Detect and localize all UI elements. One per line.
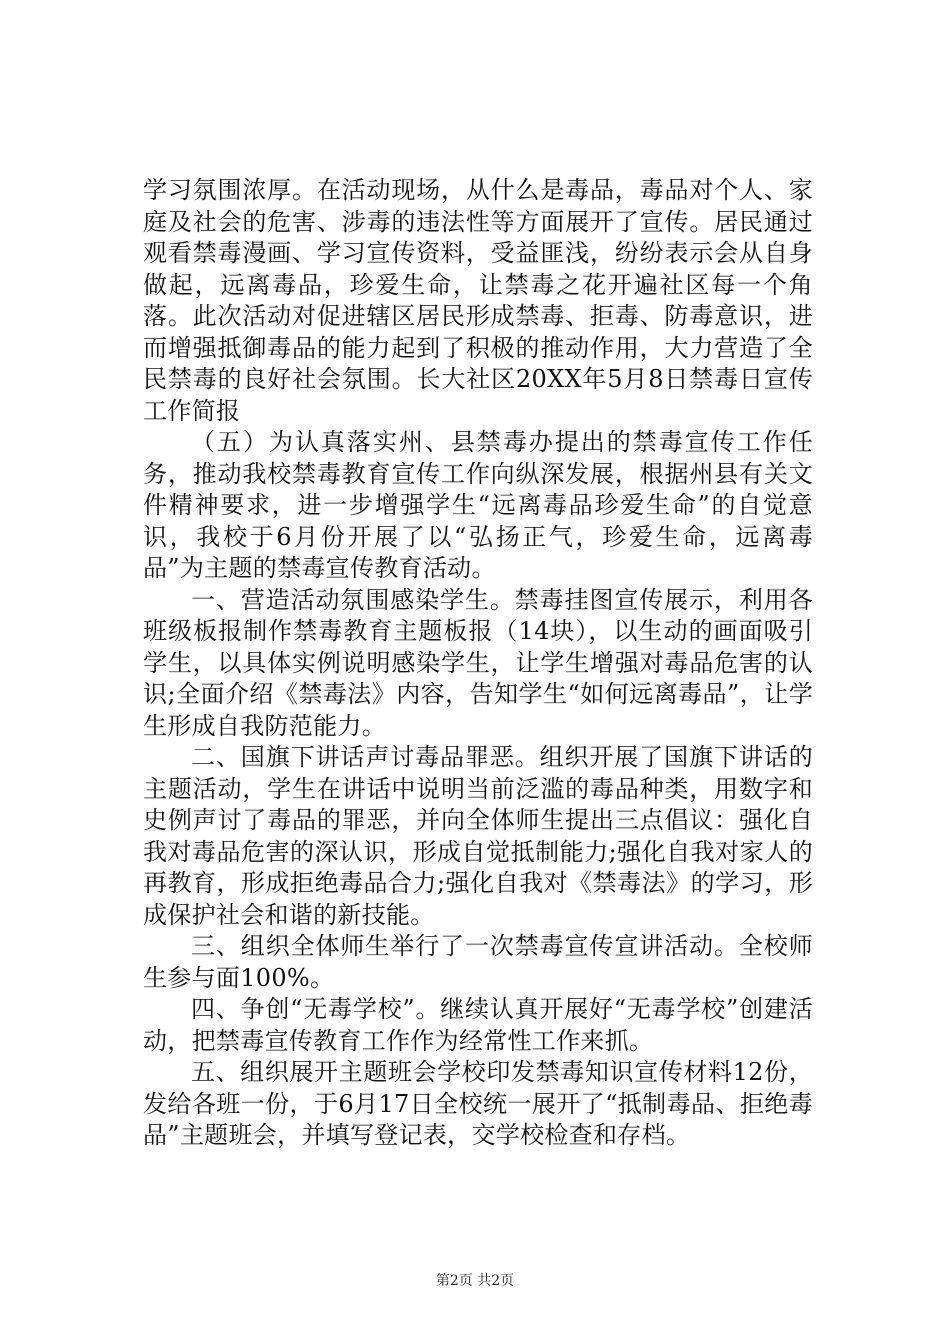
paragraph-5: 三、组织全体师生举行了一次禁毒宣传宣讲活动。全校师生参与面100%。 <box>143 932 813 992</box>
document-body <box>143 175 813 1152</box>
paragraph-6: 四、争创“无毒学校”。继续认真开展好“无毒学校”创建活动，把禁毒宣传教育工作作为经常性工作来抓。 <box>143 995 813 1055</box>
paragraph-2: （五）为认真落实州、县禁毒办提出的禁毒宣传工作任务，推动我校禁毒教育宣传工作向纵深发展，根据州县有关文件精神要求，进一步增强学生“远离毒品珍爱生命”的自觉意识，我校于6月份开展了以“弘扬正气，珍爱生命，远离毒品”为主题的禁毒宣传教育活动。 <box>143 428 813 582</box>
paragraph-7: 五、组织展开主题班会学校印发禁毒知识宣传材料12份，发给各班一份，于6月17日全校统一展开了“抵制毒品、拒绝毒品”主题班会，并填写登记表，交学校检查和存档。 <box>143 1058 813 1149</box>
paragraph-1: 学习氛围浓厚。在活动现场，从什么是毒品，毒品对个人、家庭及社会的危害、涉毒的违法性等方面展开了宣传。居民通过观看禁毒漫画、学习宣传资料，受益匪浅，纷纷表示会从自身做起，远离毒品，珍爱生命，让禁毒之花开遍社区每一个角落。此次活动对促进辖区居民形成禁毒、拒毒、防毒意识，进而增强抵御毒品的能力起到了积极的推动作用，大力营造了全民禁毒的良好社会氛围。长大社区20XX年5月8日禁毒日宣传工作简报 <box>143 176 813 425</box>
paragraph-3: 一、营造活动氛围感染学生。禁毒挂图宣传展示，利用各班级板报制作禁毒教育主题板报（14块），以生动的画面吸引学生，以具体实例说明感染学生，让学生增强对毒品危害的认识;全面介绍《禁毒法》内容，告知学生“如何远离毒品”，让学生形成自我防范能力。 <box>143 585 813 740</box>
page-number-footer: 第2页 共2页 <box>435 1273 515 1289</box>
paragraph-4: 二、国旗下讲话声讨毒品罪恶。组织开展了国旗下讲话的主题活动，学生在讲话中说明当前泛滥的毒品种类，用数字和史例声讨了毒品的罪恶，并向全体师生提出三点倡议：强化自我对毒品危害的深认识，形成自觉抵制能力;强化自我对家人的再教育，形成拒绝毒品合力;强化自我对《禁毒法》的学习，形成保护社会和谐的新技能。 <box>143 743 813 929</box>
